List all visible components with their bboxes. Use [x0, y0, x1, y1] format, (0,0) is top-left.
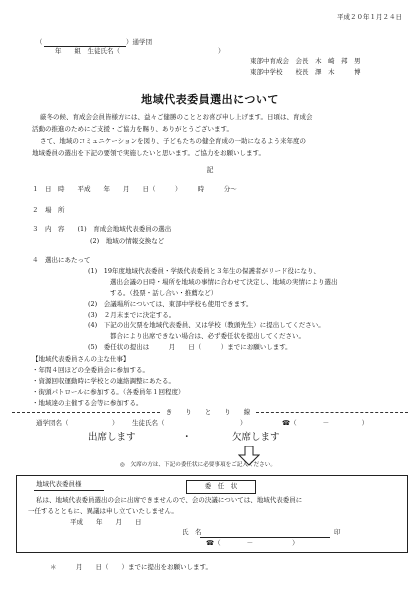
purpose-line-1: さて、地域のコミュニケーションを図り、子どもたちの健全育成の一助になるよう来年度の — [40, 137, 306, 145]
option-separator: ・ — [182, 432, 192, 443]
greeting-line-2: 活動の推進のためにご支援・ご協力を賜り、ありがとうございます。 — [32, 125, 233, 133]
duty-4: ・地域達の主催する会等に参加する。 — [32, 399, 143, 407]
proxy-phone: ☎（ － ） — [206, 539, 299, 547]
ki-heading: 記 — [206, 166, 214, 174]
item-content-1: ３ 内 容 (1) 育成会地域代表委員の選出 — [32, 225, 172, 233]
cut-line-right — [256, 412, 408, 413]
sender-association: 東部中育成会 会長 木 崎 邦 男 — [250, 57, 361, 65]
item-content-2: (2) 地域の情報交換など — [90, 237, 165, 245]
proxy-recipient-underline — [34, 490, 104, 491]
absent-option[interactable]: 欠席します — [232, 432, 280, 443]
submission-deadline: ＊ 月 日（ ）までに提出をお願いします。 — [50, 563, 212, 571]
proxy-name-field[interactable] — [200, 537, 330, 538]
document-title: 地域代表委員選出について — [141, 93, 279, 106]
slip-student-label: 生徒氏名（ — [132, 419, 165, 427]
attend-option[interactable]: 出席します — [88, 432, 136, 443]
item-place: ２ 場 所 — [32, 206, 65, 214]
absentee-note: ◎ 欠席の方は、下記の委任状に必要事項をご記入ください。 — [120, 462, 276, 468]
note-3: (3) ２月末までに決定する。 — [88, 311, 176, 319]
proxy-seal: 印 — [334, 528, 341, 536]
proxy-date: 平成 年 月 日 — [70, 518, 142, 526]
proxy-title: 委 任 状 — [204, 482, 238, 490]
proxy-name-label: 氏 名 — [182, 528, 202, 536]
greeting-line-1: 厳冬の候、育成会会員皆様方には、益々ご健勝のこととお喜び申し上げます。日頃は、育成会 — [40, 113, 313, 121]
cut-line-label: き り と り 線 — [160, 409, 256, 416]
note-4-line-2: 都合により出席できない場合は、必ず委任状を提出してください。 — [110, 332, 305, 340]
parent-line: 年 組 生徒氏名（ — [55, 47, 120, 55]
parent-close: ） — [218, 47, 225, 55]
duty-2: ・資源回収運動時に学校との連絡調整にあたる。 — [32, 377, 175, 385]
note-2: (2) 会議場所については、東部中学校も使用できます。 — [88, 300, 253, 308]
district-prefix: （ — [36, 38, 43, 46]
note-1-line-1: (1) 19年度地域代表委員・学級代表委員と３年生の保護者がリード役になり、 — [88, 267, 320, 275]
duty-3: ・街頭パトロールに参加する。（各委員年１回程度） — [32, 388, 185, 396]
proxy-text-1: 私は、地域代表委員選出の会に出席できませんので、会の決議については、地域代表委員に — [36, 496, 303, 504]
sender-school: 東部中学校 校長 澤 木 博 — [250, 68, 361, 76]
proxy-text-2: 一任するとともに、異議は申し立ていたしません。 — [28, 507, 178, 515]
duty-1: ・年間４回ほどの全委員会に参加する。 — [32, 366, 149, 374]
note-1-line-3: する。（投票・話し合い・推薦など） — [110, 289, 218, 297]
purpose-line-2: 地域委員の選出を下記の要領で実施したいと思います。ご協力をお願いします。 — [32, 149, 265, 157]
item-selection: ４ 選出にあたって — [32, 256, 91, 264]
slip-phone: ☎（ － ） — [282, 419, 369, 427]
note-5: (5) 委任状の提出は 月 日（ ）までにお願いします。 — [88, 343, 292, 351]
proxy-recipient: 地域代表委員様 — [36, 480, 82, 488]
note-4-line-1: (4) 下記の出欠票を地域代表委員、又は学校（教頭先生）に提出してください。 — [88, 321, 325, 329]
document-date: 平成２０年１月２４日 — [337, 13, 402, 21]
duties-heading: 【地域代表委員さんの主な仕事】 — [32, 355, 130, 363]
slip-district-label: 通学団名（ — [36, 419, 69, 427]
item-datetime: １ 日 時 平成 年 月 日（ ） 時 分～ — [32, 185, 237, 193]
cut-line-left — [12, 412, 160, 413]
note-1-line-2: 選出会議の日時・場所を地域の事情に合わせて決定し、地域の実情により選出 — [110, 278, 338, 286]
slip-district-close: ） — [112, 419, 119, 427]
district-suffix: ）通学団 — [126, 38, 152, 46]
slip-student-close: ） — [240, 419, 247, 427]
